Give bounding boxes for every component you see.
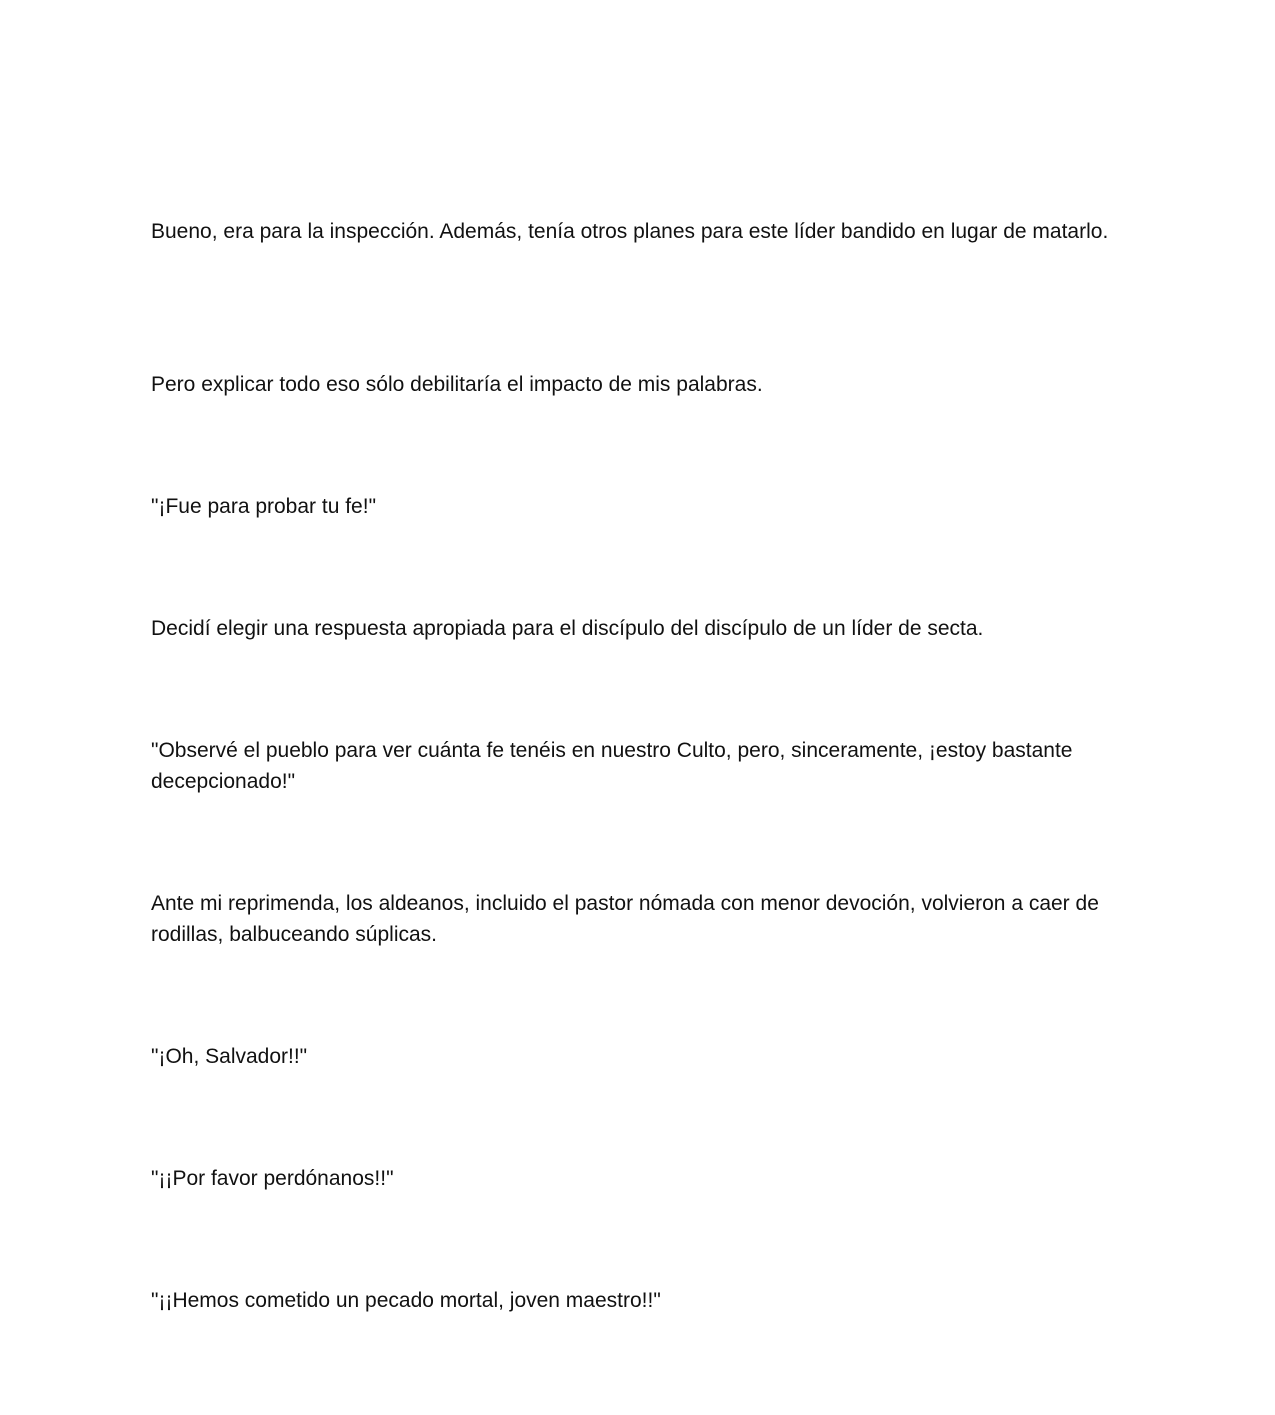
paragraph-observed-village: "Observé el pueblo para ver cuánta fe tenéis en nuestro Culto, pero, sinceramente, ¡estoy bastante decepcionado!" bbox=[151, 739, 1073, 793]
paragraph-decision: Decidí elegir una respuesta apropiada para el discípulo del discípulo de un líder de secta. bbox=[151, 617, 984, 640]
paragraph-oh-savior: "¡Oh, Salvador!!" bbox=[151, 1045, 308, 1068]
paragraph-villagers-kneel: Ante mi reprimenda, los aldeanos, incluido el pastor nómada con menor devoción, volvieron a caer de rodillas, balbuceando súplicas. bbox=[151, 892, 1099, 946]
paragraph-forgive-us: "¡¡Por favor perdónanos!!" bbox=[151, 1167, 394, 1190]
paragraph-test-faith: "¡Fue para probar tu fe!" bbox=[151, 495, 377, 518]
paragraph-mortal-sin: "¡¡Hemos cometido un pecado mortal, joven maestro!!" bbox=[151, 1289, 661, 1312]
paragraph-inspection: Bueno, era para la inspección. Además, tenía otros planes para este líder bandido en lugar de matarlo. bbox=[151, 220, 1109, 243]
paragraph-explain: Pero explicar todo eso sólo debilitaría el impacto de mis palabras. bbox=[151, 373, 763, 396]
